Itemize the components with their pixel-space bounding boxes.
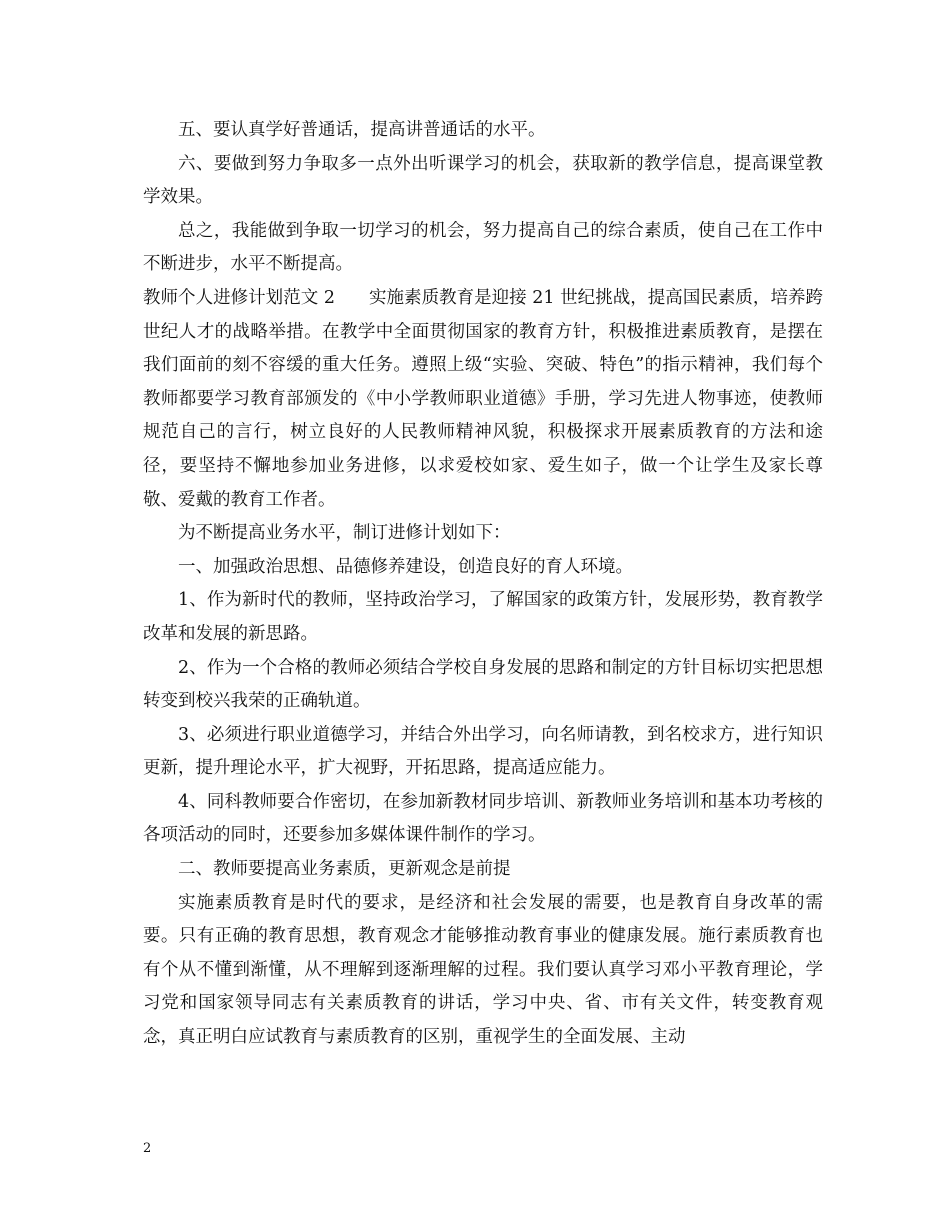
paragraph-item-1: 1、作为新时代的教师，坚持政治学习，了解国家的政策方针，发展形势，教育教学改革和发展的新思路。 [143, 590, 823, 644]
paragraph-plan-intro: 为不断提高业务水平，制订进修计划如下： [178, 523, 511, 544]
section-title: 教师个人进修计划范文 2 [143, 287, 335, 308]
paragraph-heading-one: 一、加强政治思想、品德修养建设，创造良好的育人环境。 [178, 556, 633, 577]
paragraph-putonghua: 五、要认真学好普通话，提高讲普通话的水平。 [178, 120, 546, 140]
section-heading-paragraph [143, 282, 823, 517]
paragraph-item-2: 2、作为一个合格的教师必须结合学校自身发展的思路和制定的方针目标切实把思想转变到校兴我荣的正确轨道。 [143, 657, 823, 712]
paragraph-item-3: 3、必须进行职业道德学习，并结合外出学习，向名师请教，到名校求方，进行知识更新，提升理论水平，扩大视野，开拓思路，提高适应能力。 [143, 724, 823, 779]
paragraph-item-4: 4、同科教师要合作密切，在参加新教材同步培训、新教师业务培训和基本功考核的各项活动的同时，还要参加多媒体课件制作的学习。 [143, 791, 823, 846]
section-intro-text: 实施素质教育是迎接 21 世纪挑战，提高国民素质，培养跨世纪人才的战略举措。在教学中全面贯彻国家的教育方针，积极推进素质教育，是摆在我们面前的刻不容缓的重大任务。遵照上级“实验、突破、特色”的指示精神，我们每个教师都要学习教育部颁发的《中小学教师职业道德》手册，学习先进人物事迹，使教师规范自己的言行，树立良好的人民教师精神风貌，积极探求开展素质教育的方法和途径，要坚持不懈地参加业务进修，以求爱校如家、爱生如子，做一个让学生及家长尊敬、爱戴的教育工作者。 [143, 287, 823, 510]
page-number: 2 [143, 1141, 152, 1156]
paragraph-lecture-learning: 六、要做到努力争取多一点外出听课学习的机会，获取新的教学信息，提高课堂教学效果。 [143, 153, 823, 208]
paragraph-heading-two: 二、教师要提高业务素质，更新观念是前提 [178, 859, 511, 880]
paragraph-quality-education: 实施素质教育是时代的要求，是经济和社会发展的需要，也是教育自身改革的需要。只有正确的教育思想，教育观念才能够推动教育事业的健康发展。施行素质教育也有个从不懂到渐懂，从不理解到逐渐理解的过程。我们要认真学习邓小平教育理论，学习党和国家领导同志有关素质教育的讲话，学习中央、省、市有关文件，转变教育观念，真正明白应试教育与素质教育的区别，重视学生的全面发展、主动 [143, 892, 823, 1048]
paragraph-summary: 总之，我能做到争取一切学习的机会，努力提高自己的综合素质，使自己在工作中不断进步，水平不断提高。 [143, 220, 823, 275]
document-body [143, 114, 823, 1055]
